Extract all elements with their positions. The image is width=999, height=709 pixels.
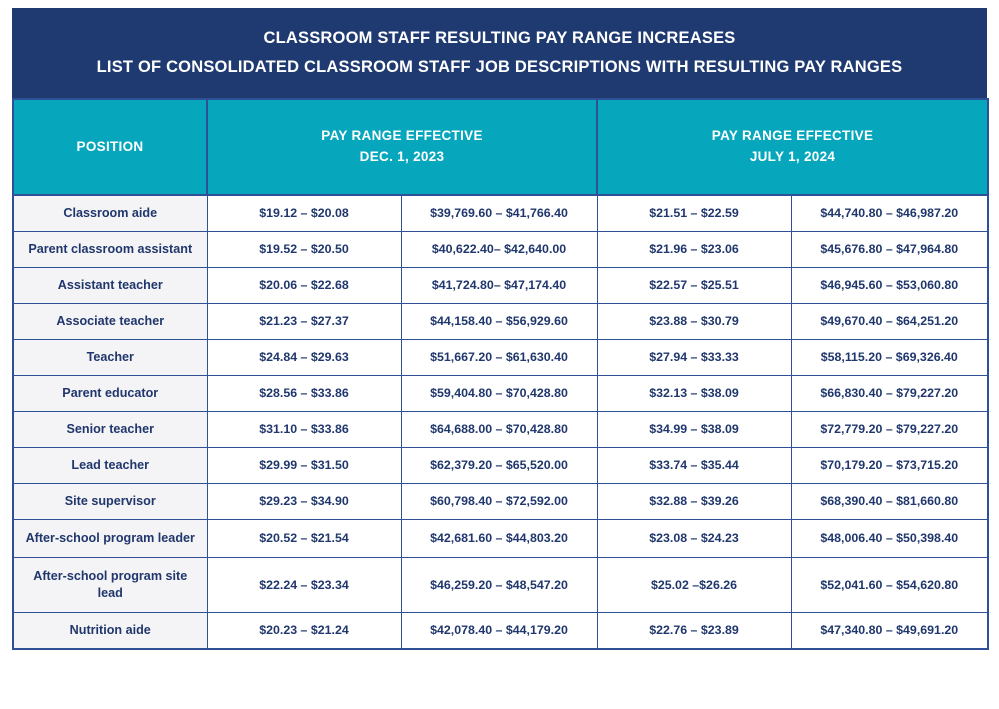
cell-annual-2023: $60,798.40 – $72,592.00 (401, 484, 597, 520)
cell-position: Classroom aide (13, 195, 207, 232)
cell-annual-2024: $58,115.20 – $69,326.40 (791, 340, 988, 376)
cell-annual-2024: $68,390.40 – $81,660.80 (791, 484, 988, 520)
cell-annual-2023: $41,724.80– $47,174.40 (401, 268, 597, 304)
cell-hourly-2023: $19.12 – $20.08 (207, 195, 401, 232)
cell-hourly-2024: $21.96 – $23.06 (597, 232, 791, 268)
table-row (13, 232, 988, 268)
cell-hourly-2023: $19.52 – $20.50 (207, 232, 401, 268)
table-row (13, 613, 988, 650)
cell-hourly-2024: $25.02 –$26.26 (597, 558, 791, 613)
table-row (13, 484, 988, 520)
cell-annual-2024: $70,179.20 – $73,715.20 (791, 448, 988, 484)
cell-position: Nutrition aide (13, 613, 207, 650)
table-header (13, 99, 988, 195)
column-header-position (13, 99, 207, 195)
header-row (13, 99, 988, 195)
cell-position: After-school program leader (13, 520, 207, 558)
cell-annual-2024: $48,006.40 – $50,398.40 (791, 520, 988, 558)
table-body (13, 195, 988, 649)
cell-annual-2023: $40,622.40– $42,640.00 (401, 232, 597, 268)
cell-position: Teacher (13, 340, 207, 376)
cell-hourly-2024: $23.08 – $24.23 (597, 520, 791, 558)
cell-annual-2023: $39,769.60 – $41,766.40 (401, 195, 597, 232)
column-header-pay-range-2023 (207, 99, 597, 195)
cell-hourly-2024: $32.13 – $38.09 (597, 376, 791, 412)
cell-hourly-2023: $29.99 – $31.50 (207, 448, 401, 484)
cell-position: Associate teacher (13, 304, 207, 340)
banner-title-primary: CLASSROOM STAFF RESULTING PAY RANGE INCREASES (263, 29, 736, 47)
cell-annual-2024: $47,340.80 – $49,691.20 (791, 613, 988, 650)
column-header-2023-line2: DEC. 1, 2023 (359, 149, 445, 164)
cell-hourly-2024: $22.57 – $25.51 (597, 268, 791, 304)
cell-position: Senior teacher (13, 412, 207, 448)
cell-hourly-2023: $29.23 – $34.90 (207, 484, 401, 520)
cell-annual-2023: $44,158.40 – $56,929.60 (401, 304, 597, 340)
column-header-2024-line1: PAY RANGE EFFECTIVE (711, 128, 874, 144)
cell-hourly-2023: $24.84 – $29.63 (207, 340, 401, 376)
cell-position: Parent educator (13, 376, 207, 412)
table-row (13, 558, 988, 613)
table-row (13, 304, 988, 340)
cell-hourly-2023: $20.23 – $21.24 (207, 613, 401, 650)
column-header-2024-line2: JULY 1, 2024 (749, 149, 836, 164)
cell-position: Assistant teacher (13, 268, 207, 304)
cell-annual-2024: $49,670.40 – $64,251.20 (791, 304, 988, 340)
column-header-pay-range-2024 (597, 99, 988, 195)
cell-annual-2024: $46,945.60 – $53,060.80 (791, 268, 988, 304)
cell-hourly-2024: $27.94 – $33.33 (597, 340, 791, 376)
table-row (13, 195, 988, 232)
cell-annual-2024: $52,041.60 – $54,620.80 (791, 558, 988, 613)
table-row (13, 448, 988, 484)
column-header-position-line1: POSITION (76, 138, 144, 154)
pay-range-document (12, 8, 987, 701)
cell-hourly-2023: $22.24 – $23.34 (207, 558, 401, 613)
cell-hourly-2024: $34.99 – $38.09 (597, 412, 791, 448)
table-row (13, 412, 988, 448)
cell-annual-2023: $51,667.20 – $61,630.40 (401, 340, 597, 376)
cell-hourly-2024: $23.88 – $30.79 (597, 304, 791, 340)
table-row (13, 376, 988, 412)
cell-annual-2024: $66,830.40 – $79,227.20 (791, 376, 988, 412)
cell-hourly-2023: $28.56 – $33.86 (207, 376, 401, 412)
cell-annual-2023: $62,379.20 – $65,520.00 (401, 448, 597, 484)
cell-position: Parent classroom assistant (13, 232, 207, 268)
cell-hourly-2024: $33.74 – $35.44 (597, 448, 791, 484)
column-header-2023-line1: PAY RANGE EFFECTIVE (321, 128, 483, 144)
cell-hourly-2024: $32.88 – $39.26 (597, 484, 791, 520)
table-row (13, 268, 988, 304)
banner-title-secondary: LIST OF CONSOLIDATED CLASSROOM STAFF JOB DESCRIPTIONS WITH RESULTING PAY RANGES (96, 57, 903, 76)
cell-annual-2024: $45,676.80 – $47,964.80 (791, 232, 988, 268)
cell-hourly-2024: $22.76 – $23.89 (597, 613, 791, 650)
cell-position: Lead teacher (13, 448, 207, 484)
cell-position: After-school program site lead (13, 558, 207, 613)
cell-position: Site supervisor (13, 484, 207, 520)
table-row (13, 340, 988, 376)
cell-annual-2023: $64,688.00 – $70,428.80 (401, 412, 597, 448)
cell-hourly-2023: $20.52 – $21.54 (207, 520, 401, 558)
cell-annual-2024: $72,779.20 – $79,227.20 (791, 412, 988, 448)
title-banner (12, 8, 987, 98)
cell-annual-2023: $59,404.80 – $70,428.80 (401, 376, 597, 412)
cell-hourly-2023: $21.23 – $27.37 (207, 304, 401, 340)
cell-hourly-2023: $20.06 – $22.68 (207, 268, 401, 304)
cell-hourly-2023: $31.10 – $33.86 (207, 412, 401, 448)
cell-hourly-2024: $21.51 – $22.59 (597, 195, 791, 232)
cell-annual-2023: $42,078.40 – $44,179.20 (401, 613, 597, 650)
table-row (13, 520, 988, 558)
cell-annual-2023: $46,259.20 – $48,547.20 (401, 558, 597, 613)
cell-annual-2023: $42,681.60 – $44,803.20 (401, 520, 597, 558)
cell-annual-2024: $44,740.80 – $46,987.20 (791, 195, 988, 232)
pay-range-table (12, 98, 989, 650)
